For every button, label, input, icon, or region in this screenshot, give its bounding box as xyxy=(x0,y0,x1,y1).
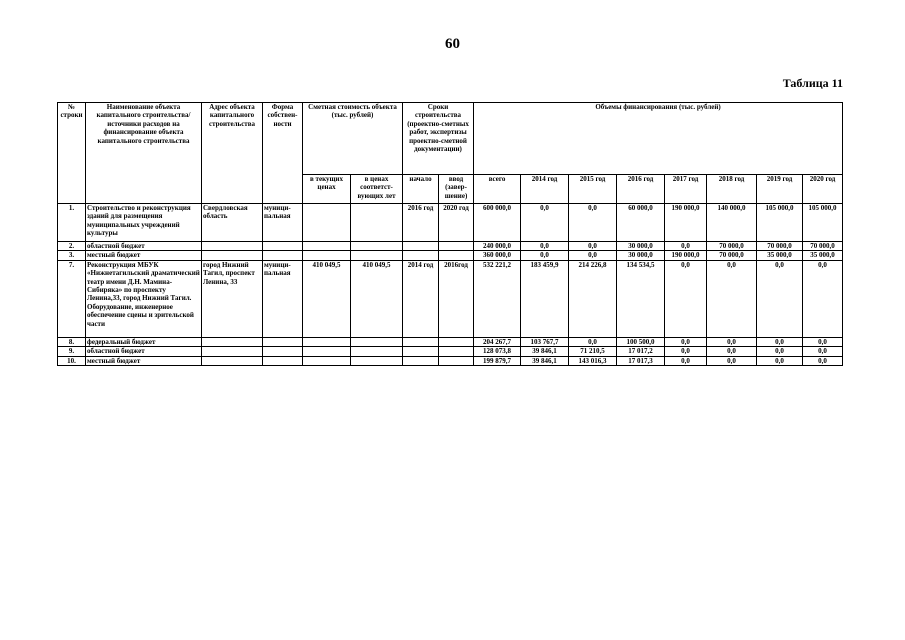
row-ownership xyxy=(263,347,303,356)
row-name: областной бюджет xyxy=(86,242,202,251)
row-start xyxy=(403,251,439,260)
table-row xyxy=(58,347,843,356)
row-number: 3. xyxy=(58,251,86,260)
row-end xyxy=(439,347,474,356)
row-cost-current: 410 049,5 xyxy=(303,260,351,337)
row-year-value: 0,0 xyxy=(803,337,843,346)
header-no: № строки xyxy=(58,103,86,204)
row-address xyxy=(202,242,263,251)
row-ownership xyxy=(263,242,303,251)
header-commissioning: ввод (завер-шение) xyxy=(439,175,474,204)
row-year-value: 35 000,0 xyxy=(803,251,843,260)
row-year-value: 0,0 xyxy=(569,337,617,346)
row-end xyxy=(439,337,474,346)
row-cost-corresponding xyxy=(351,356,403,365)
row-year-value: 190 000,0 xyxy=(665,251,707,260)
row-year-value: 0,0 xyxy=(521,242,569,251)
row-cost-current xyxy=(303,356,351,365)
row-ownership: муници-пальная xyxy=(263,260,303,337)
header-year-2017: 2017 год xyxy=(665,175,707,204)
row-year-value: 190 000,0 xyxy=(665,204,707,242)
row-total: 204 267,7 xyxy=(474,337,521,346)
row-year-value: 0,0 xyxy=(569,251,617,260)
row-number: 10. xyxy=(58,356,86,365)
row-year-value: 0,0 xyxy=(665,242,707,251)
table-row xyxy=(58,242,843,251)
row-year-value: 0,0 xyxy=(803,260,843,337)
row-year-value: 70 000,0 xyxy=(757,242,803,251)
row-year-value: 0,0 xyxy=(757,260,803,337)
header-year-2018: 2018 год xyxy=(707,175,757,204)
row-year-value: 0,0 xyxy=(521,251,569,260)
row-year-value: 143 016,3 xyxy=(569,356,617,365)
row-year-value: 17 017,3 xyxy=(617,356,665,365)
row-start xyxy=(403,347,439,356)
header-year-2019: 2019 год xyxy=(757,175,803,204)
row-total: 600 000,0 xyxy=(474,204,521,242)
row-start xyxy=(403,242,439,251)
row-year-value: 134 534,5 xyxy=(617,260,665,337)
row-start xyxy=(403,356,439,365)
row-address xyxy=(202,347,263,356)
row-number: 9. xyxy=(58,347,86,356)
row-ownership xyxy=(263,251,303,260)
row-total: 360 000,0 xyxy=(474,251,521,260)
row-year-value: 0,0 xyxy=(707,347,757,356)
header-address: Адрес объекта капитального строительства xyxy=(202,103,263,204)
header-cost: Сметная стоимость объекта (тыс. рублей) xyxy=(303,103,403,175)
row-year-value: 60 000,0 xyxy=(617,204,665,242)
header-funding: Объемы финансирования (тыс. рублей) xyxy=(474,103,843,175)
row-year-value: 17 017,2 xyxy=(617,347,665,356)
row-year-value: 0,0 xyxy=(757,337,803,346)
table-row xyxy=(58,260,843,337)
row-year-value: 0,0 xyxy=(665,347,707,356)
row-end xyxy=(439,242,474,251)
row-end: 2020 год xyxy=(439,204,474,242)
row-year-value: 100 500,0 xyxy=(617,337,665,346)
row-year-value: 0,0 xyxy=(707,260,757,337)
row-total: 532 221,2 xyxy=(474,260,521,337)
row-cost-corresponding: 410 049,5 xyxy=(351,260,403,337)
header-year-2014: 2014 год xyxy=(521,175,569,204)
row-number: 1. xyxy=(58,204,86,242)
row-year-value: 183 459,9 xyxy=(521,260,569,337)
row-total: 128 073,8 xyxy=(474,347,521,356)
row-year-value: 0,0 xyxy=(803,347,843,356)
header-row-1 xyxy=(58,103,843,175)
row-year-value: 71 210,5 xyxy=(569,347,617,356)
row-year-value: 140 000,0 xyxy=(707,204,757,242)
row-year-value: 0,0 xyxy=(665,356,707,365)
row-ownership xyxy=(263,337,303,346)
row-number: 8. xyxy=(58,337,86,346)
row-cost-corresponding xyxy=(351,251,403,260)
row-ownership: муници-пальная xyxy=(263,204,303,242)
row-number: 7. xyxy=(58,260,86,337)
row-year-value: 35 000,0 xyxy=(757,251,803,260)
row-name: Строительство и реконструкция зданий для размещения муниципальных учреждений культуры xyxy=(86,204,202,242)
row-number: 2. xyxy=(58,242,86,251)
row-name: местный бюджет xyxy=(86,251,202,260)
row-year-value: 0,0 xyxy=(569,242,617,251)
row-name: Реконструкция МБУК «Нижнетагильский драматический театр имени Д.Н. Мамина-Сибиряка» по проспекту Ленина,33, город Нижний Тагил. Оборудование, инженерное обеспечение сцены и зрительской части xyxy=(86,260,202,337)
row-address: город Нижний Тагил, проспект Ленина, 33 xyxy=(202,260,263,337)
table-row xyxy=(58,204,843,242)
row-cost-corresponding xyxy=(351,347,403,356)
row-year-value: 103 767,7 xyxy=(521,337,569,346)
row-start: 2014 год xyxy=(403,260,439,337)
row-cost-corresponding xyxy=(351,242,403,251)
row-address xyxy=(202,251,263,260)
table-caption: Таблица 11 xyxy=(782,76,843,90)
row-year-value: 70 000,0 xyxy=(707,251,757,260)
row-year-value: 214 226,8 xyxy=(569,260,617,337)
header-year-2015: 2015 год xyxy=(569,175,617,204)
row-year-value: 0,0 xyxy=(757,347,803,356)
header-name: Наименование объекта капитального строительства/ источники расходов на финансирование объекта капитального строительства xyxy=(86,103,202,204)
row-address xyxy=(202,337,263,346)
row-year-value: 70 000,0 xyxy=(707,242,757,251)
row-year-value: 70 000,0 xyxy=(803,242,843,251)
row-cost-current xyxy=(303,347,351,356)
row-year-value: 105 000,0 xyxy=(803,204,843,242)
row-year-value: 0,0 xyxy=(569,204,617,242)
header-year-2020: 2020 год xyxy=(803,175,843,204)
row-year-value: 39 846,1 xyxy=(521,347,569,356)
row-name: федеральный бюджет xyxy=(86,337,202,346)
row-year-value: 0,0 xyxy=(707,337,757,346)
row-year-value: 0,0 xyxy=(665,337,707,346)
row-cost-current xyxy=(303,251,351,260)
table-row xyxy=(58,337,843,346)
row-name: областной бюджет xyxy=(86,347,202,356)
row-address: Свердловская область xyxy=(202,204,263,242)
row-cost-current xyxy=(303,204,351,242)
row-start: 2016 год xyxy=(403,204,439,242)
row-year-value: 0,0 xyxy=(665,260,707,337)
page-number: 60 xyxy=(445,36,460,52)
table-row xyxy=(58,356,843,365)
row-total: 199 879,7 xyxy=(474,356,521,365)
row-year-value: 39 846,1 xyxy=(521,356,569,365)
row-ownership xyxy=(263,356,303,365)
row-name: местный бюджет xyxy=(86,356,202,365)
row-end xyxy=(439,251,474,260)
row-address xyxy=(202,356,263,365)
row-year-value: 0,0 xyxy=(707,356,757,365)
row-cost-current xyxy=(303,242,351,251)
financing-table xyxy=(57,102,843,366)
header-ownership: Форма собствен-ности xyxy=(263,103,303,204)
row-cost-corresponding xyxy=(351,204,403,242)
header-cost-corresponding: в ценах соответст-вующих лет xyxy=(351,175,403,204)
row-year-value: 0,0 xyxy=(757,356,803,365)
row-total: 240 000,0 xyxy=(474,242,521,251)
header-total: всего xyxy=(474,175,521,204)
header-cost-current: в текущих ценах xyxy=(303,175,351,204)
row-cost-corresponding xyxy=(351,337,403,346)
header-terms: Сроки строительства (проектно-сметных работ, экспертизы проектно-сметной документации) xyxy=(403,103,474,175)
row-cost-current xyxy=(303,337,351,346)
row-year-value: 30 000,0 xyxy=(617,242,665,251)
row-year-value: 30 000,0 xyxy=(617,251,665,260)
row-end xyxy=(439,356,474,365)
row-start xyxy=(403,337,439,346)
header-year-2016: 2016 год xyxy=(617,175,665,204)
row-end: 2016год xyxy=(439,260,474,337)
table-row xyxy=(58,251,843,260)
row-year-value: 0,0 xyxy=(521,204,569,242)
row-year-value: 105 000,0 xyxy=(757,204,803,242)
row-year-value: 0,0 xyxy=(803,356,843,365)
header-start: начало xyxy=(403,175,439,204)
